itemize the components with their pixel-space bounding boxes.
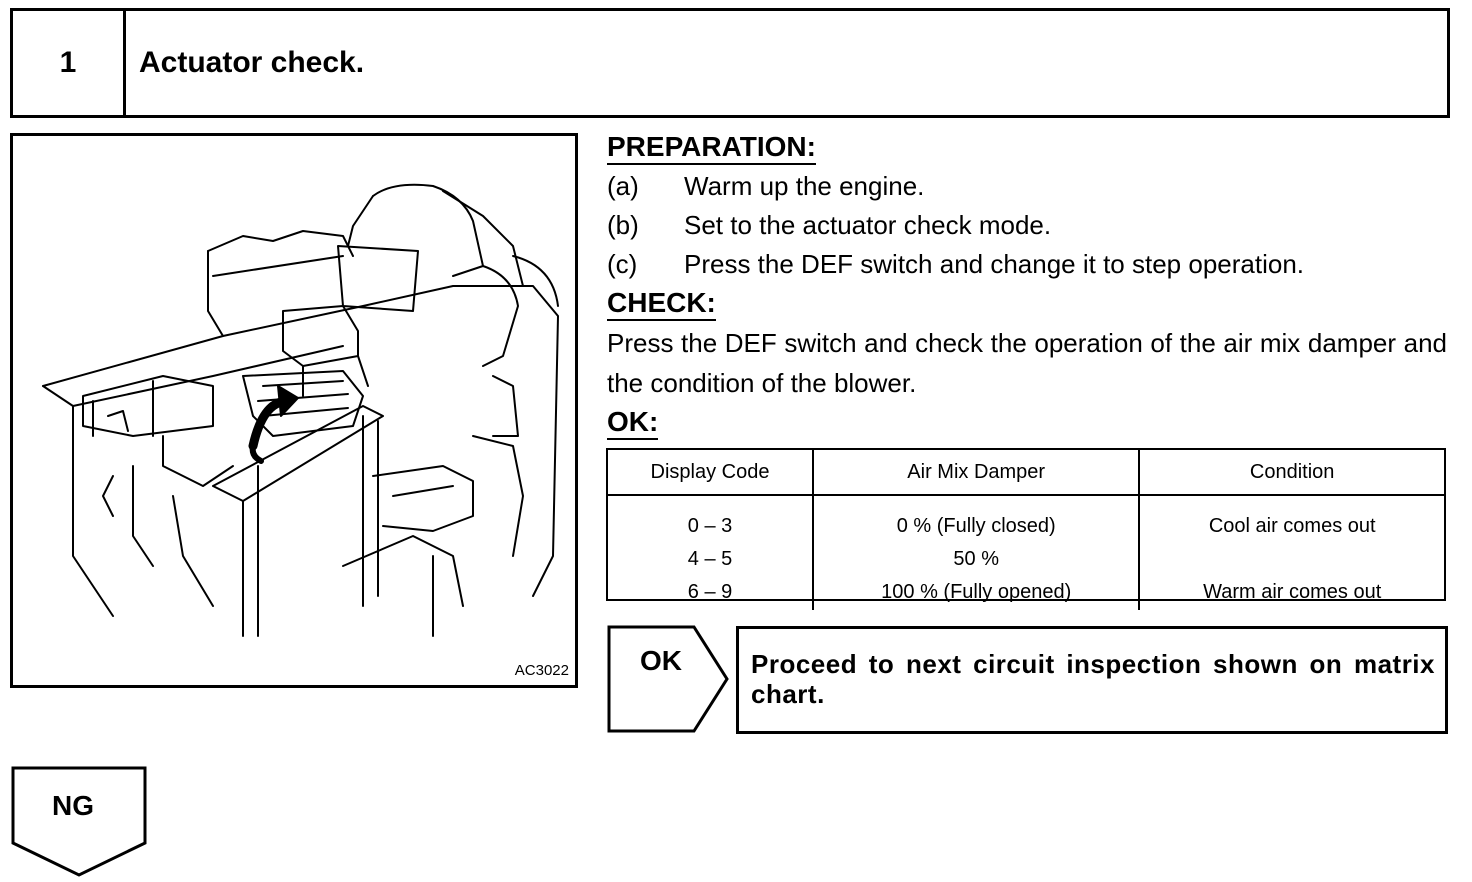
preparation-step-a	[607, 170, 1447, 202]
step-key: (a)	[607, 171, 639, 201]
preparation-step-c	[607, 248, 1447, 280]
ok-result-box	[736, 626, 1448, 734]
table-header: Air Mix Damper	[813, 450, 1139, 495]
ok-result-text: Proceed to next circuit inspection shown on matrix chart.	[751, 649, 1435, 709]
table-header: Condition	[1139, 450, 1444, 495]
preparation-heading: PREPARATION:	[607, 131, 816, 165]
figure-code: AC3022	[514, 662, 569, 679]
table-cell: 50 %	[953, 548, 999, 570]
condition-cell	[1139, 495, 1444, 610]
table-header-row	[608, 450, 1444, 495]
step-key: (b)	[607, 210, 639, 240]
step-text: Warm up the engine.	[684, 171, 925, 201]
table-cell: 6 – 9	[687, 581, 733, 603]
actuator-illustration	[10, 133, 578, 688]
table-row	[608, 495, 1444, 610]
ng-arrow-icon	[10, 765, 150, 879]
step-key: (c)	[607, 249, 638, 279]
preparation-step-b	[607, 209, 1447, 241]
step-header	[10, 8, 1450, 118]
table-cell	[1141, 543, 1443, 576]
check-heading: CHECK:	[607, 287, 716, 321]
step-number: 1	[13, 11, 126, 115]
table-cell: Warm air comes out	[1203, 581, 1382, 603]
air-mix-damper-cell	[813, 495, 1139, 610]
table-cell: 0 – 3	[687, 515, 733, 537]
step-title: Actuator check.	[139, 46, 365, 79]
table-cell: 4 – 5	[687, 548, 733, 570]
table-header: Display Code	[608, 450, 813, 495]
table-cell: Cool air comes out	[1208, 515, 1376, 537]
check-text: Press the DEF switch and check the operation of the air mix damper and the condition of the blower.	[607, 328, 1447, 398]
ok-arrow-icon	[606, 624, 732, 734]
ok-table	[606, 448, 1446, 601]
table-cell: 0 % (Fully closed)	[896, 515, 1056, 537]
ok-label: OK	[640, 645, 682, 676]
ok-heading: OK:	[607, 406, 658, 440]
ng-label: NG	[52, 790, 94, 821]
display-code-cell	[608, 495, 813, 610]
step-text: Set to the actuator check mode.	[684, 210, 1052, 240]
table-cell: 100 % (Fully opened)	[881, 581, 1072, 603]
step-text: Press the DEF switch and change it to step operation.	[684, 249, 1305, 279]
